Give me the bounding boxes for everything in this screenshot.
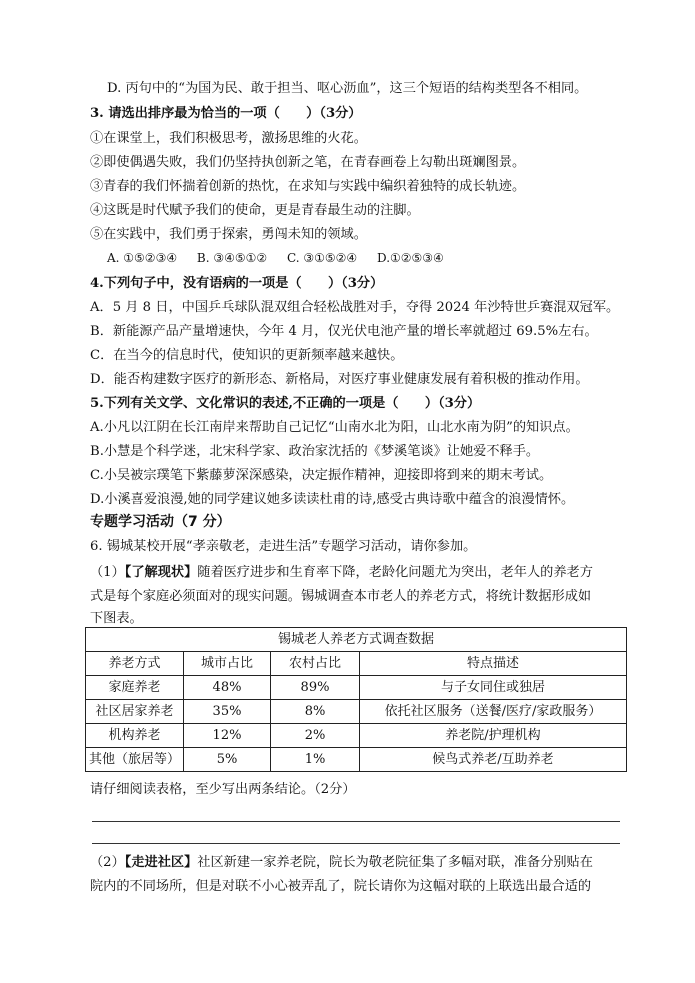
q6-part2-num: （2）: [90, 855, 125, 870]
q3-sentence-5: ⑤在实践中，我们勇于探索，勇闯未知的领域。: [90, 227, 367, 242]
q3-options: [107, 250, 460, 267]
q6-part1-tag: 【了解现状】: [124, 565, 198, 580]
section-title: 专题学习活动（7 分）: [90, 514, 231, 530]
q6-part1-line1: [90, 564, 593, 581]
table-cell: 8%: [271, 700, 360, 724]
table-cell: 家庭养老: [86, 676, 184, 700]
table-header-row: [86, 652, 627, 676]
table-header-cell: 养老方式: [86, 652, 184, 676]
table-cell: 社区居家养老: [86, 700, 184, 724]
q3-sentence-1: ①在课堂上，我们积极思考，激扬思维的火花。: [90, 131, 367, 146]
table-cell: 35%: [184, 700, 271, 724]
table-row: [86, 700, 627, 724]
table-cell: 48%: [184, 676, 271, 700]
q6-part2-line2: 院内的不同场所，但是对联不小心被弄乱了，院长请你为这幅对联的上联选出最合适的: [90, 879, 592, 894]
q5-option-a: A.小凡以江阴在长江南岸来帮助自己记忆“山南水北为阳，山北水南为阴”的知识点。: [90, 420, 579, 435]
q6-part1-prompt: 请仔细阅读表格，至少写出两条结论。（2分）: [90, 782, 356, 797]
table-header-cell: 城市占比: [184, 652, 271, 676]
q3-option-a: A. ①⑤②③④: [107, 251, 178, 265]
q5-option-b: B.小慧是个科学迷，北宋科学家、政治家沈括的《梦溪笔谈》让她爱不释手。: [90, 444, 540, 459]
table-cell: 候鸟式养老/互助养老: [360, 748, 627, 772]
q5-option-c: C.小吴被宗璞笔下紫藤萝深深感染，决定振作精神，迎接即将到来的期末考试。: [90, 468, 553, 483]
q4-option-d: D．能否构建数字医疗的新形态、新格局，对医疗事业健康发展有着积极的推动作用。: [90, 372, 589, 387]
q6-stem: 6. 锡城某校开展“孝亲敬老，走进生活”专题学习活动，请你参加。: [90, 539, 477, 554]
q6-part2-line1: [90, 854, 593, 871]
table-cell: 5%: [184, 748, 271, 772]
table-cell: 1%: [271, 748, 360, 772]
table-cell: 89%: [271, 676, 360, 700]
q3-sentence-4: ④这既是时代赋予我们的使命，更是青春最生动的注脚。: [90, 203, 420, 218]
q2-option-d: D. 丙句中的“为国为民、敢于担当、呕心沥血”，这三个短语的结构类型各不相同。: [107, 81, 588, 96]
table-caption-row: [86, 628, 627, 652]
table-cell: 2%: [271, 724, 360, 748]
table-row: [86, 748, 627, 772]
table-header-cell: 特点描述: [360, 652, 627, 676]
q3-option-c: C. ③①⑤②④: [287, 251, 358, 265]
q5-stem: 5.下列有关文学、文化常识的表述,不正确的一项是（ ）（3分）: [90, 396, 481, 411]
q3-sentence-2: ②即使偶遇失败，我们仍坚持执创新之笔，在青春画卷上勾勒出斑斓图景。: [90, 155, 526, 170]
table-cell: 其他（旅居等）: [86, 748, 184, 772]
q3-option-b: B. ③④⑤①②: [196, 251, 268, 265]
q6-part1-line3: 下图表。: [90, 611, 143, 626]
table-cell: 12%: [184, 724, 271, 748]
q6-part1-line2: 式是每个家庭必须面对的现实问题。锡城调查本市老人的养老方式，将统计数据形成如: [90, 589, 592, 604]
q3-sentence-3: ③青春的我们怀揣着创新的热忱，在求知与实践中编织着独特的成长轨迹。: [90, 179, 526, 194]
q6-part2-tag: 【走进社区】: [124, 855, 198, 870]
table-row: [86, 676, 627, 700]
survey-table: [85, 627, 627, 772]
q6-part1-num: （1）: [90, 565, 125, 580]
q4-stem: 4.下列句子中，没有语病的一项是（ ）（3分）: [90, 276, 384, 291]
table-cell: 机构养老: [86, 724, 184, 748]
table-caption: 锡城老人养老方式调查数据: [86, 628, 627, 652]
table-cell: 依托社区服务（送餐/医疗/家政服务）: [360, 700, 627, 724]
q5-option-d: D.小溪喜爱浪漫,她的同学建议她多读读杜甫的诗,感受古典诗歌中蕴含的浪漫情怀。: [90, 492, 575, 507]
q4-option-b: B．新能源产品产量增速快，今年 4 月，仅光伏电池产量的增长率就超过 69.5%左右。: [90, 324, 598, 339]
q6-part2-text: 社区新建一家养老院，院长为敬老院征集了多幅对联，准备分别贴在: [197, 855, 593, 870]
q4-option-a: A．5 月 8 日，中国乒乓球队混双组合轻松战胜对手，夺得 2024 年沙特世乒赛混双冠军。: [90, 300, 620, 315]
q4-option-c: C．在当今的信息时代，使知识的更新频率越来越快。: [90, 348, 404, 363]
table-cell: 与子女同住或独居: [360, 676, 627, 700]
q3-stem: 3. 请选出排序最为恰当的一项（ ）（3分）: [90, 106, 362, 121]
answer-line-1[interactable]: [92, 821, 620, 822]
q6-part1-text: 随着医疗进步和生育率下降，老龄化问题尤为突出，老年人的养老方: [197, 565, 593, 580]
table-row: [86, 724, 627, 748]
table-cell: 养老院/护理机构: [360, 724, 627, 748]
q3-option-d: D.①②⑤③④: [377, 251, 444, 265]
table-header-cell: 农村占比: [271, 652, 360, 676]
answer-line-2[interactable]: [92, 843, 620, 844]
